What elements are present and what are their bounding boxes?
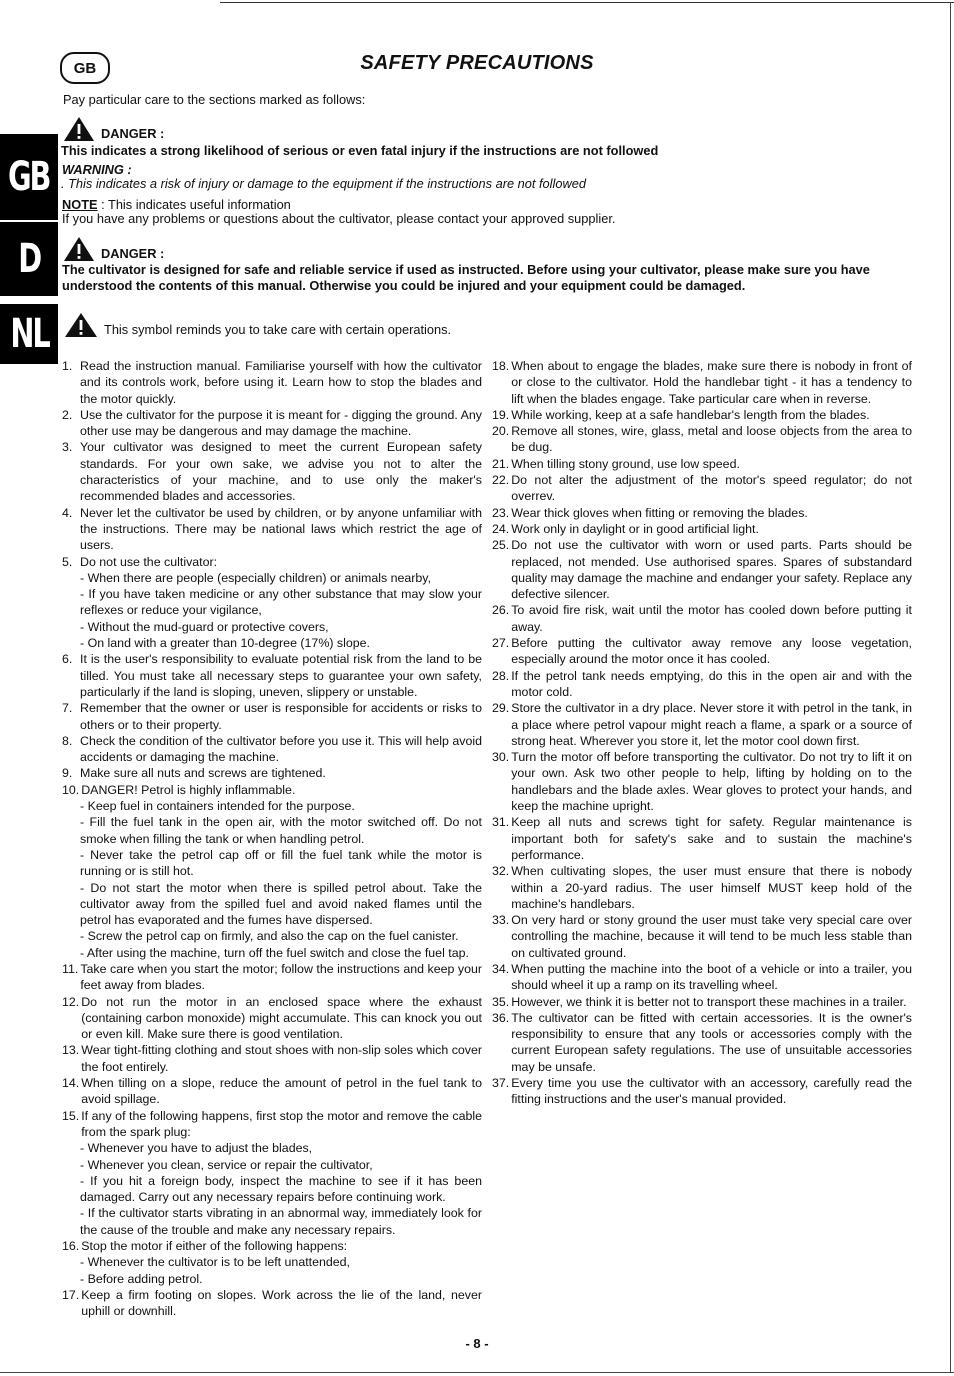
item-text: Do not alter the adjustment of the motor's speed regulator; do not overrev. [511, 473, 912, 504]
list-item [62, 1238, 482, 1287]
list-item [492, 749, 912, 814]
item-number: 3. [62, 440, 73, 455]
item-number: 32. [492, 864, 510, 879]
item-number: 29. [492, 701, 510, 716]
list-item [492, 358, 912, 407]
supplier-text: If you have any problems or questions about the cultivator, please contact your approved supplier. [62, 211, 616, 226]
list-item [62, 358, 482, 407]
item-number: 33. [492, 913, 510, 928]
sub-list [80, 570, 482, 651]
item-number: 28. [492, 668, 510, 683]
list-item [62, 505, 482, 554]
list-item [62, 700, 482, 733]
item-number: 5. [62, 554, 73, 569]
warning-text: . This indicates a risk of injury or damage to the equipment if the instructions are not followed [61, 176, 586, 191]
item-text: Do not use the cultivator: [80, 554, 218, 569]
item-number: 19. [492, 407, 510, 422]
list-item [62, 994, 482, 1043]
item-text: Remember that the owner or user is responsible for accidents or risks to others or to their property. [80, 701, 482, 732]
item-text: It is the user's responsibility to evaluate potential risk from the land to be tilled. You must take all necessary steps to guarantee your own safety, particularly if the land is sloping, uneven, slippery or unstable. [80, 652, 482, 699]
top-rule [220, 2, 954, 3]
item-number: 15. [62, 1108, 80, 1123]
language-tab-d[interactable]: D [0, 222, 58, 296]
item-number: 7. [62, 701, 73, 716]
list-item [62, 439, 482, 504]
item-number: 17. [62, 1287, 80, 1302]
item-number: 13. [62, 1043, 80, 1058]
list-item [492, 472, 912, 505]
item-text: Make sure all nuts and screws are tightened. [80, 766, 326, 781]
list-item [62, 407, 482, 440]
item-number: 26. [492, 603, 510, 618]
item-text: Turn the motor off before transporting the cultivator. Do not try to lift it on your own. Ask two other people to help, lifting by holding on to the handlebars and the blade axles. Wear gloves to protect your hands, and keep the machine upright. [511, 750, 912, 814]
list-item [492, 961, 912, 994]
sub-item: - If the cultivator starts vibrating in an abnormal way, immediately look for the cause of the trouble and make any necessary repairs. [80, 1206, 482, 1237]
intro-text: Pay particular care to the sections marked as follows: [63, 92, 366, 107]
list-item [492, 863, 912, 912]
item-text: If any of the following happens, first stop the motor and remove the cable from the spark plug: [81, 1108, 482, 1139]
list-item [492, 423, 912, 456]
warning-triangle-icon [63, 116, 95, 142]
item-text: Work only in daylight or in good artificial light. [511, 521, 759, 536]
item-text: When tilling on a slope, reduce the amount of petrol in the fuel tank to avoid spillage. [81, 1076, 482, 1107]
sub-item: - When there are people (especially children) or animals nearby, [80, 570, 432, 585]
item-number: 10. [62, 782, 80, 797]
sub-item: - Never take the petrol cap off or fill the fuel tank while the motor is running or is still hot. [80, 847, 482, 879]
item-number: 20. [492, 424, 510, 439]
bottom-rule [0, 1372, 954, 1373]
item-number: 6. [62, 652, 73, 667]
language-tab-nl[interactable]: NL [0, 304, 58, 364]
warning-label: WARNING : [62, 162, 132, 177]
right-column [492, 358, 912, 1108]
item-number: 11. [62, 961, 79, 976]
list-item [492, 602, 912, 635]
left-column [62, 358, 482, 1320]
item-text: Read the instruction manual. Familiarise yourself with how the cultivator and its controls work, before using it. Learn how to stop the blades and the motor quickly. [80, 359, 482, 406]
symbol-note-text: This symbol reminds you to take care with certain operations. [104, 322, 452, 337]
sub-item: - Keep fuel in containers intended for the purpose. [80, 799, 355, 814]
danger-label-1: DANGER : [101, 126, 165, 141]
list-item [492, 912, 912, 961]
item-number: 25. [492, 538, 510, 553]
item-number: 24. [492, 521, 510, 536]
item-number: 34. [492, 961, 510, 976]
danger-text-1: This indicates a strong likelihood of serious or even fatal injury if the instructions are not followed [61, 143, 659, 158]
sub-item: - Do not start the motor when there is spilled petrol about. Take the cultivator away from the spilled fuel and avoid naked flames until the petrol has evaporated and the fumes have dispersed. [80, 880, 482, 928]
list-item [62, 765, 482, 781]
item-text: Wear tight-fitting clothing and stout shoes with non-slip soles which cover the foot entirely. [81, 1043, 482, 1074]
item-text: While working, keep at a safe handlebar's length from the blades. [511, 407, 870, 422]
list-item [492, 1075, 912, 1108]
sub-item: - If you hit a foreign body, inspect the machine to see if it has been damaged. Carry out any necessary repairs before continuing work. [80, 1173, 482, 1205]
sub-item: - If you have taken medicine or any other substance that may slow your reflexes or reduce your vigilance, [80, 587, 482, 618]
item-text: Before putting the cultivator away remove any loose vegetation, especially around the motor once it has cooled. [511, 636, 912, 667]
item-number: 16. [62, 1239, 80, 1254]
sub-item: - Whenever you have to adjust the blades, [80, 1141, 313, 1156]
item-text: If the petrol tank needs emptying, do this in the open air and with the motor cold. [511, 668, 912, 699]
item-text: To avoid fire risk, wait until the motor has cooled down before putting it away. [511, 603, 912, 634]
danger-label-2: DANGER : [101, 246, 165, 261]
list-item [62, 1075, 482, 1108]
item-text: Wear thick gloves when fitting or removing the blades. [511, 505, 808, 520]
item-number: 1. [62, 359, 73, 373]
item-text: When putting the machine into the boot of a vehicle or into a trailer, you should wheel it up a ramp on its travelling wheel. [511, 961, 912, 993]
item-number: 18. [492, 359, 510, 373]
item-text: When cultivating slopes, the user must ensure that there is nobody within a 20-yard radius. The user himself MUST keep hold of the machine's handlebars. [511, 864, 912, 911]
list-item [62, 961, 482, 994]
item-text: When tilling stony ground, use low speed. [511, 456, 740, 471]
list-item [62, 554, 482, 652]
item-number: 9. [62, 766, 73, 781]
sub-list [80, 1140, 482, 1238]
item-text: However, we think it is better not to transport these machines in a trailer. [511, 994, 907, 1009]
sub-item: - After using the machine, turn off the fuel switch and close the fuel tap. [80, 945, 469, 960]
list-item [492, 994, 912, 1010]
list-item [492, 505, 912, 521]
item-text: Remove all stones, wire, glass, metal and loose objects from the area to be dug. [511, 424, 912, 455]
right-rule [950, 2, 951, 1372]
item-number: 2. [62, 407, 73, 422]
item-text: DANGER! Petrol is highly inflammable. [81, 782, 296, 797]
item-number: 21. [492, 456, 510, 471]
list-item [492, 1010, 912, 1075]
sub-list [80, 1254, 482, 1287]
item-text: Never let the cultivator be used by children, or by anyone unfamiliar with the instructions. There may be national laws which restrict the age of users. [80, 505, 482, 553]
list-item [492, 456, 912, 472]
list-item [62, 1287, 482, 1320]
list-item [62, 651, 482, 700]
sub-item: - Before adding petrol. [80, 1271, 203, 1286]
item-number: 27. [492, 636, 510, 651]
sub-item: - On land with a greater than 10-degree (17%) slope. [80, 636, 370, 651]
item-text: Use the cultivator for the purpose it is meant for - digging the ground. Any other use may be dangerous and may damage the machine. [80, 407, 482, 439]
danger-heading-2 [63, 236, 164, 262]
item-text: Do not run the motor in an enclosed space where the exhaust (containing carbon monoxide) might accumulate. This can knock you out or even kill. Make sure there is good ventilation. [81, 994, 482, 1042]
sub-list [80, 798, 482, 961]
danger-text-2-line-1: The cultivator is designed for safe and reliable service if used as instructed. Before using your cultivator, please make sure you have [62, 262, 870, 277]
warning-triangle-icon [63, 236, 95, 262]
item-text: Do not use the cultivator with worn or used parts. Parts should be replaced, not mended. Use authorised spares. Spares of substandard quality may damage the machine and endanger your safety. Replace any defective silencer. [511, 538, 912, 602]
item-number: 4. [62, 505, 73, 520]
list-item [492, 668, 912, 701]
danger-text-2-line-2: understood the contents of this manual. Otherwise you could be injured and your equipment could be damaged. [62, 278, 746, 293]
item-text: On very hard or stony ground the user must take very special care over controlling the machine, because it will tend to be much less stable than on cultivated ground. [511, 913, 912, 960]
list-item [62, 1108, 482, 1238]
sub-item: - Whenever you clean, service or repair the cultivator, [80, 1157, 373, 1172]
language-badge: GB [60, 52, 110, 84]
item-number: 22. [492, 473, 510, 488]
list-item [62, 782, 482, 961]
item-number: 30. [492, 750, 510, 765]
item-number: 14. [62, 1076, 80, 1091]
item-text: Store the cultivator in a dry place. Never store it with petrol in the tank, in a place where petrol vapour might reach a flame, a spark or a source of strong heat. Wherever you store it, let the motor cool down first. [511, 701, 912, 748]
list-item [492, 700, 912, 749]
language-tab-gb[interactable]: GB [0, 134, 58, 220]
list-item [492, 635, 912, 668]
list-item [492, 407, 912, 423]
list-item [492, 521, 912, 537]
symbol-note [64, 312, 451, 338]
page-number: - 8 - [465, 1336, 489, 1351]
list-item [62, 733, 482, 766]
item-number: 37. [492, 1076, 510, 1091]
item-number: 36. [492, 1010, 510, 1025]
item-text: Stop the motor if either of the following happens: [81, 1239, 348, 1254]
item-number: 12. [62, 994, 80, 1009]
item-text: Take care when you start the motor; follow the instructions and keep your feet away from blades. [80, 961, 482, 993]
item-text: When about to engage the blades, make sure there is nobody in front of or close to the cultivator. Hold the handlebar tight - it has a tendency to lift when the blades engage. Take particular care when in reverse. [511, 359, 912, 406]
item-text: The cultivator can be fitted with certain accessories. It is the owner's responsibility to ensure that any tools or accessories comply with the current European safety regulations. The use of unsuitable accessories may be unsafe. [511, 1010, 912, 1074]
item-number: 31. [492, 815, 510, 830]
list-item [492, 537, 912, 602]
list-item [492, 814, 912, 863]
item-text: Your cultivator was designed to meet the current European safety standards. For your own sake, we advise you not to alter the characteristics of your machine, and to use only the maker's recommended blades and accessories. [80, 440, 482, 504]
sub-item: - Fill the fuel tank in the open air, with the motor switched off. Do not smoke when filling the tank or when handling petrol. [80, 815, 482, 846]
note-label: NOTE [62, 197, 98, 212]
sub-item: - Without the mud-guard or protective covers, [80, 619, 329, 634]
danger-heading-1 [63, 116, 164, 142]
item-text: Check the condition of the cultivator before you use it. This will help avoid accidents or damaging the machine. [80, 733, 482, 765]
note-text: : This indicates useful information [97, 197, 291, 212]
item-text: Every time you use the cultivator with an accessory, carefully read the fitting instructions and the user's manual provided. [511, 1076, 912, 1107]
item-text: Keep all nuts and screws tight for safety. Regular maintenance is important both for safety's sake and to sustain the machine's performance. [511, 815, 912, 862]
item-number: 8. [62, 733, 73, 748]
sub-item: - Screw the petrol cap on firmly, and also the cap on the fuel canister. [80, 929, 459, 944]
sub-item: - Whenever the cultivator is to be left unattended, [80, 1255, 350, 1270]
danger-text-2 [62, 262, 922, 294]
item-number: 35. [492, 994, 510, 1009]
item-number: 23. [492, 505, 510, 520]
list-item [62, 1042, 482, 1075]
page-title: SAFETY PRECAUTIONS [360, 52, 594, 74]
warning-triangle-icon [64, 312, 98, 338]
item-text: Keep a firm footing on slopes. Work across the lie of the land, never uphill or downhill. [81, 1287, 482, 1319]
